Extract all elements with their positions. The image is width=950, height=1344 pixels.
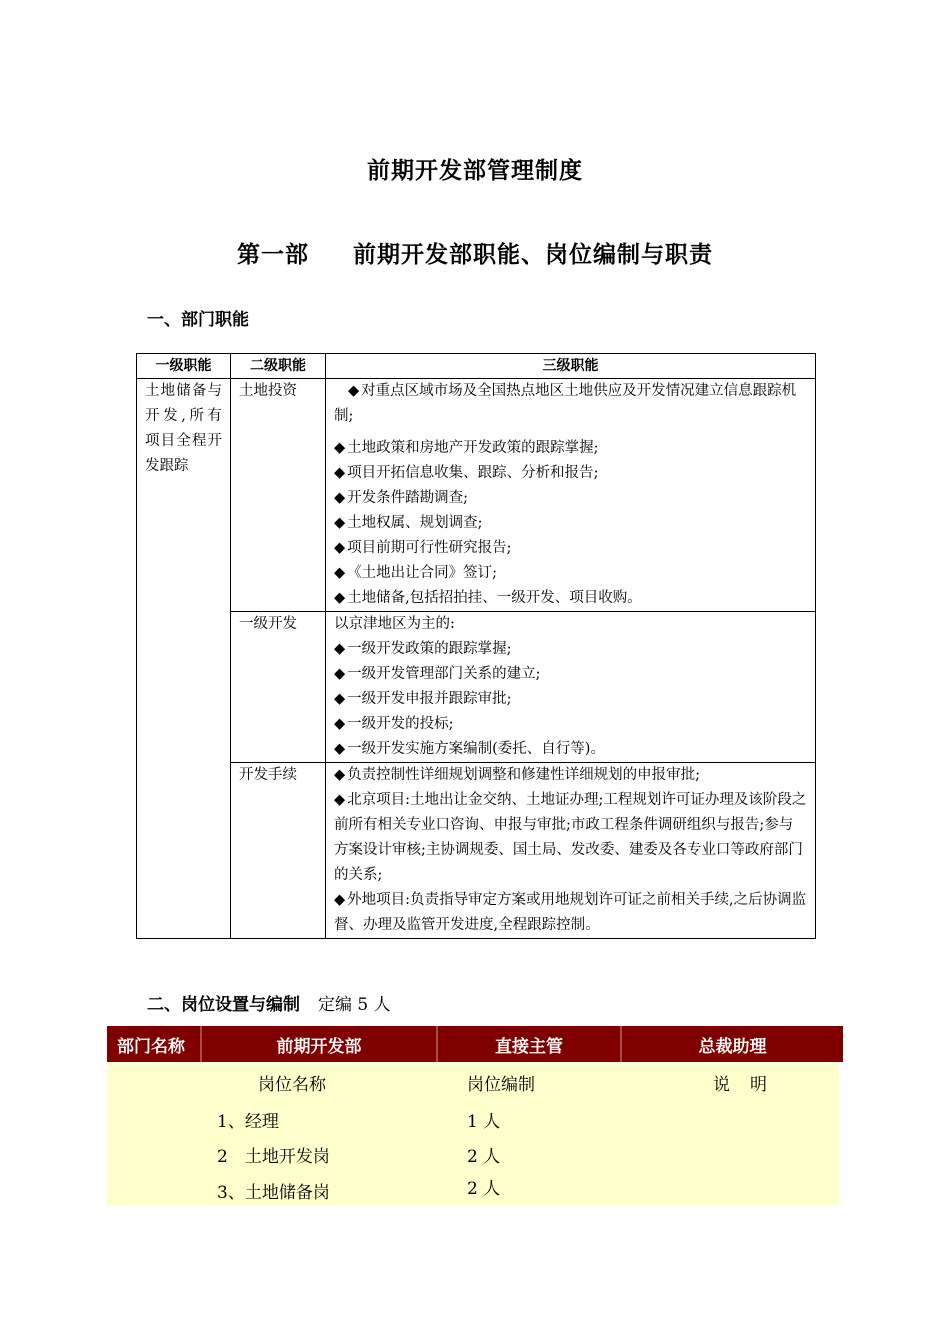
- header-level1: 一级职能: [137, 354, 231, 379]
- position-table-header: [107, 1026, 843, 1062]
- diamond-bullet-icon: ◆: [334, 565, 346, 581]
- list-item: ◆ 对重点区域市场及全国热点地区土地供应及开发情况建立信息跟踪机制;: [334, 383, 797, 424]
- position-count: 2 人: [467, 1147, 501, 1167]
- section2-title: 二、岗位设置与编制: [147, 995, 300, 1015]
- diamond-bullet-icon: ◆: [334, 741, 346, 757]
- table-row: [137, 379, 816, 612]
- position-name: 3、土地储备岗: [217, 1183, 330, 1203]
- diamond-bullet-icon: ◆: [334, 490, 346, 506]
- diamond-bullet-icon: ◆: [334, 515, 346, 531]
- level2-cell: 土地投资: [231, 379, 326, 612]
- diamond-bullet-icon: ◆: [334, 540, 346, 556]
- column-position-name: 岗位名称: [258, 1075, 326, 1095]
- level1-cell: 土地储备与开发,所有项目全程开发跟踪: [137, 379, 231, 939]
- diamond-bullet-icon: ◆: [334, 892, 346, 908]
- document-title: 前期开发部管理制度: [367, 158, 583, 184]
- diamond-bullet-icon: ◆: [334, 767, 346, 783]
- list-item: ◆ 土地储备,包括招拍挂、一级开发、项目收购。: [334, 590, 642, 606]
- column-position-count: 岗位编制: [467, 1075, 535, 1095]
- position-count: 1 人: [467, 1112, 501, 1132]
- list-item: ◆ 开发条件踏勘调查;: [334, 490, 469, 506]
- level3-cell: [326, 763, 816, 939]
- list-item: ◆ 《土地出让合同》签订;: [334, 565, 498, 581]
- level2-cell: 开发手续: [231, 763, 326, 939]
- diamond-bullet-icon: ◆: [334, 691, 346, 707]
- level2-cell: 一级开发: [231, 612, 326, 763]
- part-number: 第一部: [237, 242, 309, 268]
- list-item: ◆ 一级开发管理部门关系的建立;: [334, 666, 541, 682]
- diamond-bullet-icon: ◆: [334, 590, 346, 606]
- diamond-bullet-icon: ◆: [334, 440, 346, 456]
- diamond-bullet-icon: ◆: [348, 383, 360, 399]
- list-item: ◆ 项目开拓信息收集、跟踪、分析和报告;: [334, 465, 599, 481]
- group-intro: 以京津地区为主的:: [334, 616, 455, 632]
- function-table-header-row: [137, 354, 816, 379]
- position-name: 1、经理: [217, 1112, 279, 1132]
- list-item: ◆ 负责控制性详细规划调整和修建性详细规划的申报审批;: [334, 767, 701, 783]
- position-count: 2 人: [467, 1179, 501, 1199]
- table-row: [107, 1026, 843, 1062]
- table-row: [137, 612, 816, 763]
- diamond-bullet-icon: ◆: [334, 666, 346, 682]
- supervisor-label: 直接主管: [437, 1026, 621, 1062]
- header-level2: 二级职能: [231, 354, 326, 379]
- diamond-bullet-icon: ◆: [334, 641, 346, 657]
- list-item: ◆ 项目前期可行性研究报告;: [334, 540, 512, 556]
- position-table-body: [107, 1063, 839, 1206]
- level3-cell: [326, 612, 816, 763]
- header-level3: 三级职能: [326, 354, 816, 379]
- list-item: ◆ 北京项目:土地出让金交纳、土地证办理;工程规划许可证办理及该阶段之前所有相关专业口咨询、申报与审批;市政工程条件调研组织与报告;参与方案设计审核;主协调规委、国土局、发改委、建委及各专业口等政府部门的关系;: [334, 792, 807, 883]
- diamond-bullet-icon: ◆: [334, 792, 346, 808]
- part-title: [0, 236, 950, 269]
- supervisor-value: 总裁助理: [621, 1026, 843, 1062]
- list-item: ◆ 土地政策和房地产开发政策的跟踪掌握;: [334, 440, 599, 456]
- part-heading: 前期开发部职能、岗位编制与职责: [353, 242, 713, 268]
- section-heading-functions: 一、部门职能: [147, 310, 249, 330]
- function-table: [136, 353, 816, 939]
- diamond-bullet-icon: ◆: [334, 465, 346, 481]
- list-item: ◆ 土地权属、规划调查;: [334, 515, 483, 531]
- list-item: ◆ 一级开发的投标;: [334, 716, 454, 732]
- table-row: [137, 763, 816, 939]
- diamond-bullet-icon: ◆: [334, 716, 346, 732]
- level3-cell: [326, 379, 816, 612]
- list-item: ◆ 外地项目:负责指导审定方案或用地规划许可证之前相关手续,之后协调监督、办理及监管开发进度,全程跟踪控制。: [334, 892, 807, 933]
- dept-label: 部门名称: [107, 1026, 201, 1062]
- list-item: ◆ 一级开发申报并跟踪审批;: [334, 691, 512, 707]
- list-item: ◆ 一级开发政策的跟踪掌握;: [334, 641, 512, 657]
- dept-value: 前期开发部: [201, 1026, 437, 1062]
- column-position-note: 说 明: [713, 1075, 767, 1095]
- section-heading-positions: [147, 990, 391, 1015]
- list-item: ◆ 一级开发实施方案编制(委托、自行等)。: [334, 741, 605, 757]
- headcount-note: 定编 5 人: [318, 995, 391, 1015]
- position-name: 2 土地开发岗: [217, 1147, 330, 1167]
